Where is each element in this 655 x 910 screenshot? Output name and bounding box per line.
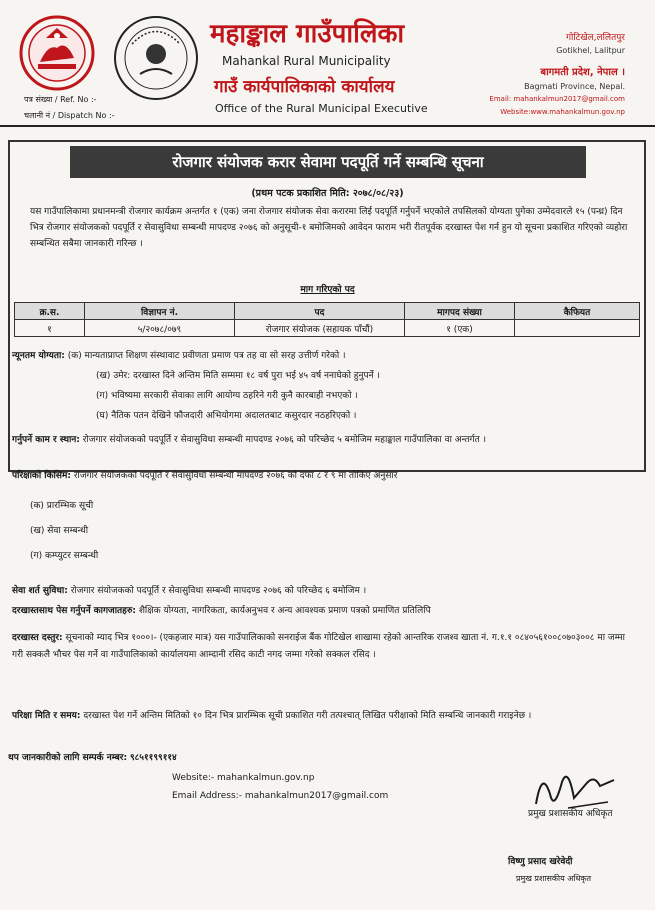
service-text: रोजगार संयोजकको पदपूर्ति र सेवासुविधा सम्बन्धी मापदण्ड २०७६ को परिच्छेद ६ बमोजिम । [70,586,367,596]
exam-block [12,470,397,483]
email-line: Email: mahankalmun2017@gmail.com [489,95,625,103]
signatory-designation-stamp: प्रमुख प्रशासकीय अधिकृत [516,874,592,883]
table-caption: माग गरिएको पद [300,285,355,295]
municipality-title-english: Mahankal Rural Municipality [222,54,391,68]
province-english: Bagmati Province, Nepal. [524,82,625,91]
docs-label: दरखास्तसाथ पेस गर्नुपर्ने कागजातहरु: [12,606,136,616]
qualification-item: (घ) नैतिक पतन देखिने फौजदारी अभियोगमा अदालतबाट कसुरदार नठहरिएको । [96,411,357,421]
workplace-block [12,432,637,448]
signature-officer-title: प्रमुख प्रशासकीय अधिकृत [528,809,613,819]
col-header-remarks: कैफियत [515,303,640,320]
exam-date-block [12,708,637,725]
cell-post: रोजगार संयोजक (सहायक पाँचौं) [235,320,405,337]
qualification-item: (ख) उमेर: दरखास्त दिने अन्तिम मिति सम्ममा १८ वर्ष पुरा भई ४५ वर्ष ननाघेको हुनुपर्ने । [96,371,380,381]
service-block [12,585,366,598]
intro-paragraph: यस गाउँपालिकामा प्रधानमन्त्री रोजगार कार्यक्रम अन्तर्गत १ (एक) जना रोजगार संयोजक सेवा करारमा लिई पदपूर्ति गर्नुपर्ने भएकोले तपसिलको योग्यता पुगेका उम्मेदवारले १५ (पन्ध्र) दिन भित्र रोजगार संयोजकको पदपूर्ति र सेवासुविधा सम्बन्धी मापदण्ड २०७६ को अनुसूची-१ बमोजिमको आवेदन फाराम भरी रीतपूर्वक दरखास्त पेश गर्न हुन यो सूचना प्रकाशित गरिएको व्यहोरा सम्बन्धित सबैमा जानकारी गरिन्छ । [30,207,628,249]
fee-text: सूचनाको म्याद भित्र १०००।- (एकहजार मात्र) यस गाउँपालिकाको सनराईज बैंक गोटिखेल शाखामा रहेको आन्तरिक राजश्व खाता नं. ग.१.१ ०८४०५६१००८०७०३००८ मा जम्मा गरी सक्कलै भौचर पेस गर्ने वा गाउँपालिकाको कार्यालयमा आम्दानी रसिद काटी नगद जम्मा गरेको सक्कल रसिद । [12,633,625,660]
qualification-label: न्यूनतम योग्यता: [12,351,65,361]
address-english: Gotikhel, Lalitpur [556,46,625,55]
municipality-title-nepali: महाङ्काल गाउँपालिका [210,19,405,49]
signatory-name: विष्णु प्रसाद खरेवेदी [508,857,573,867]
qualification-block [12,350,346,363]
service-label: सेवा शर्त सुविधा: [12,586,68,596]
contact-number: ९८५११९९११४ [129,753,177,763]
workplace-text: रोजगार संयोजकको पदपूर्ति र सेवासुविधा सम्बन्धी मापदण्ड २०७६ को परिच्छेद ५ बमोजिम महाङ्काल गाउँपालिका वा अन्तर्गत । [82,435,487,445]
header-divider [0,125,655,127]
fee-block [12,630,637,664]
docs-text: शैक्षिक योग्यता, नागरिकता, कार्यअनुभव र अन्य आवश्यक प्रमाण पत्रको प्रमाणित प्रतिलिपि [138,606,431,616]
province-nepali: बागमती प्रदेश, नेपाल । [540,67,625,78]
ref-no-label: पत्र संख्या / Ref. No :- [24,95,97,104]
cell-remarks [515,320,640,337]
exam-item: (ग) कम्प्युटर सम्बन्धी [30,551,99,561]
contact-label: थप जानकारीको लागि सम्पर्क नम्बर: [8,753,128,763]
col-header-post: पद [235,303,405,320]
published-date: (प्रथम पटक प्रकाशित मिति: २०७८/०८/२३) [251,188,404,199]
exam-item: (ख) सेवा सम्बन्धी [30,526,89,536]
office-title-nepali: गाउँ कार्यपालिकाको कार्यालय [214,77,395,97]
workplace-label: गर्नुपर्ने काम र स्थान: [12,435,80,445]
website-line: Website:www.mahankalmun.gov.np [500,108,625,116]
posts-table [14,302,640,337]
col-header-ad-no: विज्ञापन नं. [85,303,235,320]
exam-text: रोजगार संयोजकको पदपूर्ति र सेवासुविधा सम्बन्धी मापदण्ड २०७६ को दफा ८ र ९ मा तोकिए अनुसार [73,471,398,481]
exam-item: (क) प्रारम्भिक सूची [30,501,94,511]
table-row [15,320,640,337]
qualification-item: (क) मान्यताप्राप्त शिक्षण संस्थावाट प्रवीणता प्रमाण पत्र तह वा सो सरह उत्तीर्ण गरेको । [67,351,346,361]
contact-block [8,752,177,765]
address-nepali: गोटिखेल,ललितपुर [565,33,625,43]
qualification-item: (ग) भविष्यमा सरकारी सेवाका लागि आयोग्य ठहरिने गरी कुनै कारबाही नभएको । [96,391,358,401]
exam-date-text: दरखास्त पेश गर्ने अन्तिम मितिको १० दिन भित्र प्रारम्भिक सूची प्रकाशित गरी तत्पश्चात् लिखित परीक्षाको मिति सम्बन्धि जानकारी गराइनेछ । [83,711,532,721]
cell-ad-no: ५/२०७८/०७९ [85,320,235,337]
col-header-count: मागपद संख्या [405,303,515,320]
cell-count: १ (एक) [405,320,515,337]
fee-label: दरखास्त दस्तुर: [12,633,63,643]
exam-date-label: परिक्षा मिति र समय: [12,711,81,721]
dispatch-no-label: चलानी नं / Dispatch No :- [24,111,115,120]
exam-label: परिक्षाको किसिम: [12,471,71,481]
table-header-row [15,303,640,320]
cell-sn: १ [15,320,85,337]
contact-email: Email Address:- mahankalmun2017@gmail.com [172,791,389,801]
office-title-english: Office of the Rural Municipal Executive [215,102,428,115]
col-header-sn: क्र.स. [15,303,85,320]
municipality-seal [112,14,200,102]
contact-website: Website:- mahankalmun.gov.np [172,773,315,783]
docs-block [12,605,431,618]
nepal-emblem-logo [18,14,96,92]
notice-title: रोजगार संयोजक करार सेवामा पदपूर्ति गर्ने सम्बन्धि सूचना [70,146,586,178]
